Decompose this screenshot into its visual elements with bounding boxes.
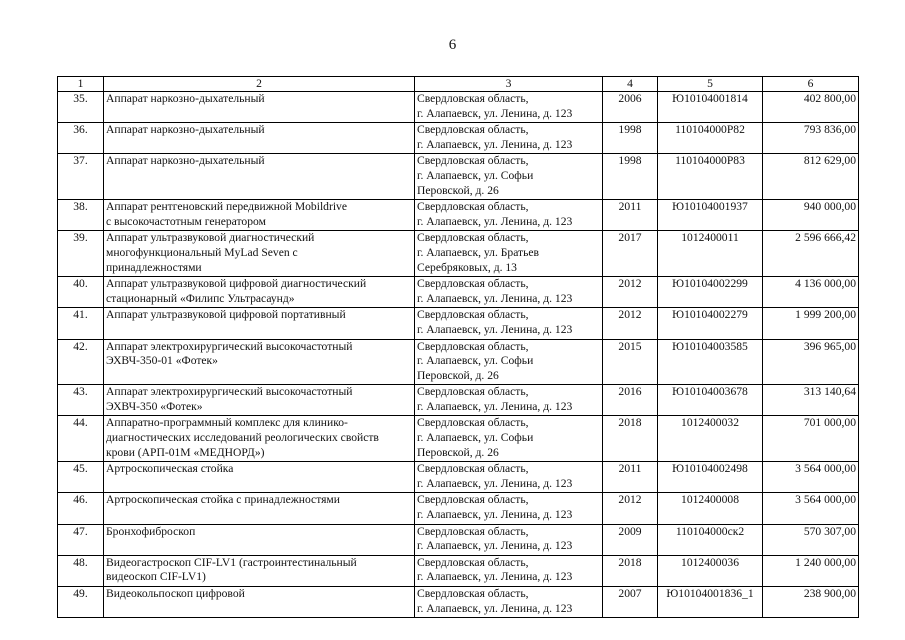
equipment-name [104, 587, 415, 618]
equipment-name [104, 493, 415, 524]
row-number: 44. [58, 416, 104, 462]
equipment-address-line: г. Алапаевск, ул. Ленина, д. 123 [417, 399, 573, 413]
equipment-address-line: Свердловская область, [417, 231, 529, 245]
table-row [58, 462, 859, 493]
table-row [58, 587, 859, 618]
equipment-name [104, 154, 415, 200]
equipment-name-line: Аппарат ультразвуковой диагностический [106, 231, 315, 245]
equipment-address [415, 385, 603, 416]
equipment-name-line: Аппарат электрохирургический высокочастотный [106, 385, 353, 399]
equipment-name-line: Аппарат наркозно-дыхательный [106, 123, 265, 137]
equipment-address [415, 92, 603, 123]
equipment-address [415, 462, 603, 493]
equipment-cost: 3 564 000,00 [763, 462, 859, 493]
equipment-address-line: Свердловская область, [417, 524, 529, 538]
equipment-address-line: г. Алапаевск, ул. Ленина, д. 123 [417, 539, 573, 553]
row-number: 43. [58, 385, 104, 416]
equipment-address [415, 416, 603, 462]
equipment-name [104, 339, 415, 385]
table-row [58, 555, 859, 586]
equipment-address [415, 231, 603, 277]
row-number: 45. [58, 462, 104, 493]
equipment-name-line: с высокочастотным генератором [106, 214, 266, 228]
equipment-name-line: диагностических исследований реологических свойств [106, 431, 379, 445]
row-number: 48. [58, 555, 104, 586]
equipment-cost: 313 140,64 [763, 385, 859, 416]
equipment-name-line: Аппарат ультразвуковой цифровой портативный [106, 308, 346, 322]
equipment-cost: 570 307,00 [763, 524, 859, 555]
header-col-5: 5 [658, 77, 763, 92]
table-row [58, 416, 859, 462]
header-col-6: 6 [763, 77, 859, 92]
equipment-name-line: Видеокольпоскоп цифровой [106, 587, 245, 600]
row-number: 40. [58, 277, 104, 308]
equipment-name [104, 200, 415, 231]
equipment-address-line: Свердловская область, [417, 277, 529, 291]
equipment-address-line: Перовской, д. 26 [417, 445, 499, 459]
table-row [58, 308, 859, 339]
equipment-address [415, 308, 603, 339]
equipment-address-line: Перовской, д. 26 [417, 368, 499, 382]
equipment-address-line: г. Алапаевск, ул. Ленина, д. 123 [417, 106, 573, 120]
table-row [58, 231, 859, 277]
equipment-address [415, 154, 603, 200]
equipment-address-line: г. Алапаевск, ул. Ленина, д. 123 [417, 137, 573, 151]
equipment-name [104, 416, 415, 462]
equipment-address-line: Свердловская область, [417, 308, 529, 322]
page-number: 6 [448, 37, 457, 53]
equipment-address-line: г. Алапаевск, ул. Ленина, д. 123 [417, 601, 573, 615]
header-col-1: 1 [58, 77, 104, 92]
equipment-cost: 940 000,00 [763, 200, 859, 231]
equipment-address [415, 200, 603, 231]
table-row [58, 385, 859, 416]
equipment-address-line: Свердловская область, [417, 92, 529, 105]
equipment-name-line: Аппарат наркозно-дыхательный [106, 154, 265, 168]
row-number: 41. [58, 308, 104, 339]
table-row [58, 339, 859, 385]
equipment-address-line: Свердловская область, [417, 385, 529, 399]
equipment-address-line: Перовской, д. 26 [417, 183, 499, 197]
equipment-name [104, 277, 415, 308]
header-col-3: 3 [415, 77, 603, 92]
table-row [58, 154, 859, 200]
equipment-year: 2017 [603, 231, 658, 277]
inventory-number: Ю10104001836_1 [658, 587, 763, 618]
equipment-address-line: Свердловская область, [417, 154, 529, 168]
inventory-number: Ю10104002279 [658, 308, 763, 339]
inventory-number: 110104000Р82 [658, 123, 763, 154]
table-header-row [58, 77, 859, 92]
equipment-cost: 3 564 000,00 [763, 493, 859, 524]
equipment-cost: 793 836,00 [763, 123, 859, 154]
equipment-name-line: Аппарат рентгеновский передвижной Mobildrive [106, 200, 347, 214]
equipment-year: 2016 [603, 385, 658, 416]
equipment-address [415, 493, 603, 524]
equipment-name [104, 385, 415, 416]
equipment-cost: 812 629,00 [763, 154, 859, 200]
equipment-year: 2011 [603, 200, 658, 231]
equipment-name-line: принадлежностями [106, 260, 202, 274]
equipment-cost: 1 240 000,00 [763, 555, 859, 586]
inventory-number: 110104000ск2 [658, 524, 763, 555]
row-number: 35. [58, 92, 104, 123]
equipment-year: 2011 [603, 462, 658, 493]
equipment-name-line: Аппарат наркозно-дыхательный [106, 92, 265, 105]
equipment-cost: 4 136 000,00 [763, 277, 859, 308]
equipment-name-line: стационарный «Филипс Ультрасаунд» [106, 291, 295, 305]
equipment-cost: 402 800,00 [763, 92, 859, 123]
equipment-address-line: г. Алапаевск, ул. Ленина, д. 123 [417, 214, 573, 228]
row-number: 49. [58, 587, 104, 618]
equipment-table [57, 76, 859, 618]
equipment-address-line: г. Алапаевск, ул. Ленина, д. 123 [417, 508, 573, 522]
equipment-name-line: видеоскоп CIF-LV1) [106, 570, 206, 584]
table-row [58, 277, 859, 308]
equipment-name-line: Аппарат электрохирургический высокочастотный [106, 339, 353, 353]
table-row [58, 123, 859, 154]
inventory-number: 110104000Р83 [658, 154, 763, 200]
equipment-name [104, 308, 415, 339]
equipment-name-line: ЭХВЧ-350 «Фотек» [106, 399, 203, 413]
row-number: 46. [58, 493, 104, 524]
equipment-address-line: г. Алапаевск, ул. Софьи [417, 354, 534, 368]
inventory-number: Ю10104002299 [658, 277, 763, 308]
equipment-address-line: г. Алапаевск, ул. Ленина, д. 123 [417, 291, 573, 305]
equipment-address-line: Свердловская область, [417, 587, 529, 600]
header-col-2: 2 [104, 77, 415, 92]
equipment-year: 1998 [603, 123, 658, 154]
equipment-year: 2012 [603, 493, 658, 524]
table-row [58, 524, 859, 555]
equipment-cost: 2 596 666,42 [763, 231, 859, 277]
equipment-address-line: г. Алапаевск, ул. Ленина, д. 123 [417, 476, 573, 490]
header-col-4: 4 [603, 77, 658, 92]
inventory-number: Ю10104001937 [658, 200, 763, 231]
equipment-year: 2006 [603, 92, 658, 123]
equipment-address-line: Свердловская область, [417, 493, 529, 507]
row-number: 36. [58, 123, 104, 154]
equipment-address-line: Свердловская область, [417, 200, 529, 214]
equipment-address-line: Свердловская область, [417, 123, 529, 137]
inventory-number: Ю10104003585 [658, 339, 763, 385]
equipment-year: 2012 [603, 277, 658, 308]
equipment-cost: 1 999 200,00 [763, 308, 859, 339]
equipment-name-line: Артроскопическая стойка с принадлежностями [106, 493, 340, 507]
row-number: 39. [58, 231, 104, 277]
inventory-number: 1012400008 [658, 493, 763, 524]
equipment-address [415, 555, 603, 586]
equipment-address-line: Свердловская область, [417, 462, 529, 476]
inventory-number: Ю10104001814 [658, 92, 763, 123]
row-number: 37. [58, 154, 104, 200]
equipment-name [104, 555, 415, 586]
equipment-year: 2007 [603, 587, 658, 618]
row-number: 42. [58, 339, 104, 385]
equipment-name-line: Артроскопическая стойка [106, 462, 234, 476]
equipment-year: 2015 [603, 339, 658, 385]
inventory-number: 1012400036 [658, 555, 763, 586]
equipment-address-line: г. Алапаевск, ул. Братьев [417, 245, 540, 259]
equipment-address-line: Свердловская область, [417, 416, 529, 430]
equipment-name [104, 462, 415, 493]
equipment-address-line: г. Алапаевск, ул. Софьи [417, 431, 534, 445]
equipment-cost: 701 000,00 [763, 416, 859, 462]
table-row [58, 200, 859, 231]
equipment-cost: 238 900,00 [763, 587, 859, 618]
equipment-address-line: Свердловская область, [417, 339, 529, 353]
inventory-number: Ю10104003678 [658, 385, 763, 416]
equipment-address [415, 339, 603, 385]
row-number: 38. [58, 200, 104, 231]
equipment-year: 1998 [603, 154, 658, 200]
equipment-year: 2012 [603, 308, 658, 339]
equipment-name-line: Бронхофиброскоп [106, 524, 196, 538]
equipment-address-line: г. Алапаевск, ул. Софьи [417, 168, 534, 182]
equipment-year: 2009 [603, 524, 658, 555]
equipment-address-line: г. Алапаевск, ул. Ленина, д. 123 [417, 570, 573, 584]
equipment-address [415, 277, 603, 308]
table-body [58, 92, 859, 618]
equipment-address-line: Свердловская область, [417, 555, 529, 569]
equipment-year: 2018 [603, 416, 658, 462]
inventory-number: Ю10104002498 [658, 462, 763, 493]
equipment-name-line: Аппарат ультразвуковой цифровой диагностический [106, 277, 367, 291]
equipment-address-line: Серебряковых, д. 13 [417, 260, 517, 274]
equipment-name-line: ЭХВЧ-350-01 «Фотек» [106, 354, 218, 368]
equipment-name [104, 524, 415, 555]
equipment-name-line: крови (АРП-01М «МЕДНОРД») [106, 445, 265, 459]
equipment-name [104, 123, 415, 154]
equipment-name-line: Аппаратно-программный комплекс для клинико- [106, 416, 348, 430]
equipment-address [415, 123, 603, 154]
equipment-name-line: Видеогастроскоп CIF-LV1 (гастроинтестинальный [106, 555, 357, 569]
table-row [58, 493, 859, 524]
inventory-number: 1012400011 [658, 231, 763, 277]
table-row [58, 92, 859, 123]
equipment-name [104, 231, 415, 277]
equipment-name [104, 92, 415, 123]
row-number: 47. [58, 524, 104, 555]
equipment-cost: 396 965,00 [763, 339, 859, 385]
equipment-name-line: многофункциональный MyLad Seven с [106, 245, 298, 259]
equipment-year: 2018 [603, 555, 658, 586]
equipment-address [415, 524, 603, 555]
equipment-address [415, 587, 603, 618]
inventory-number: 1012400032 [658, 416, 763, 462]
equipment-address-line: г. Алапаевск, ул. Ленина, д. 123 [417, 322, 573, 336]
